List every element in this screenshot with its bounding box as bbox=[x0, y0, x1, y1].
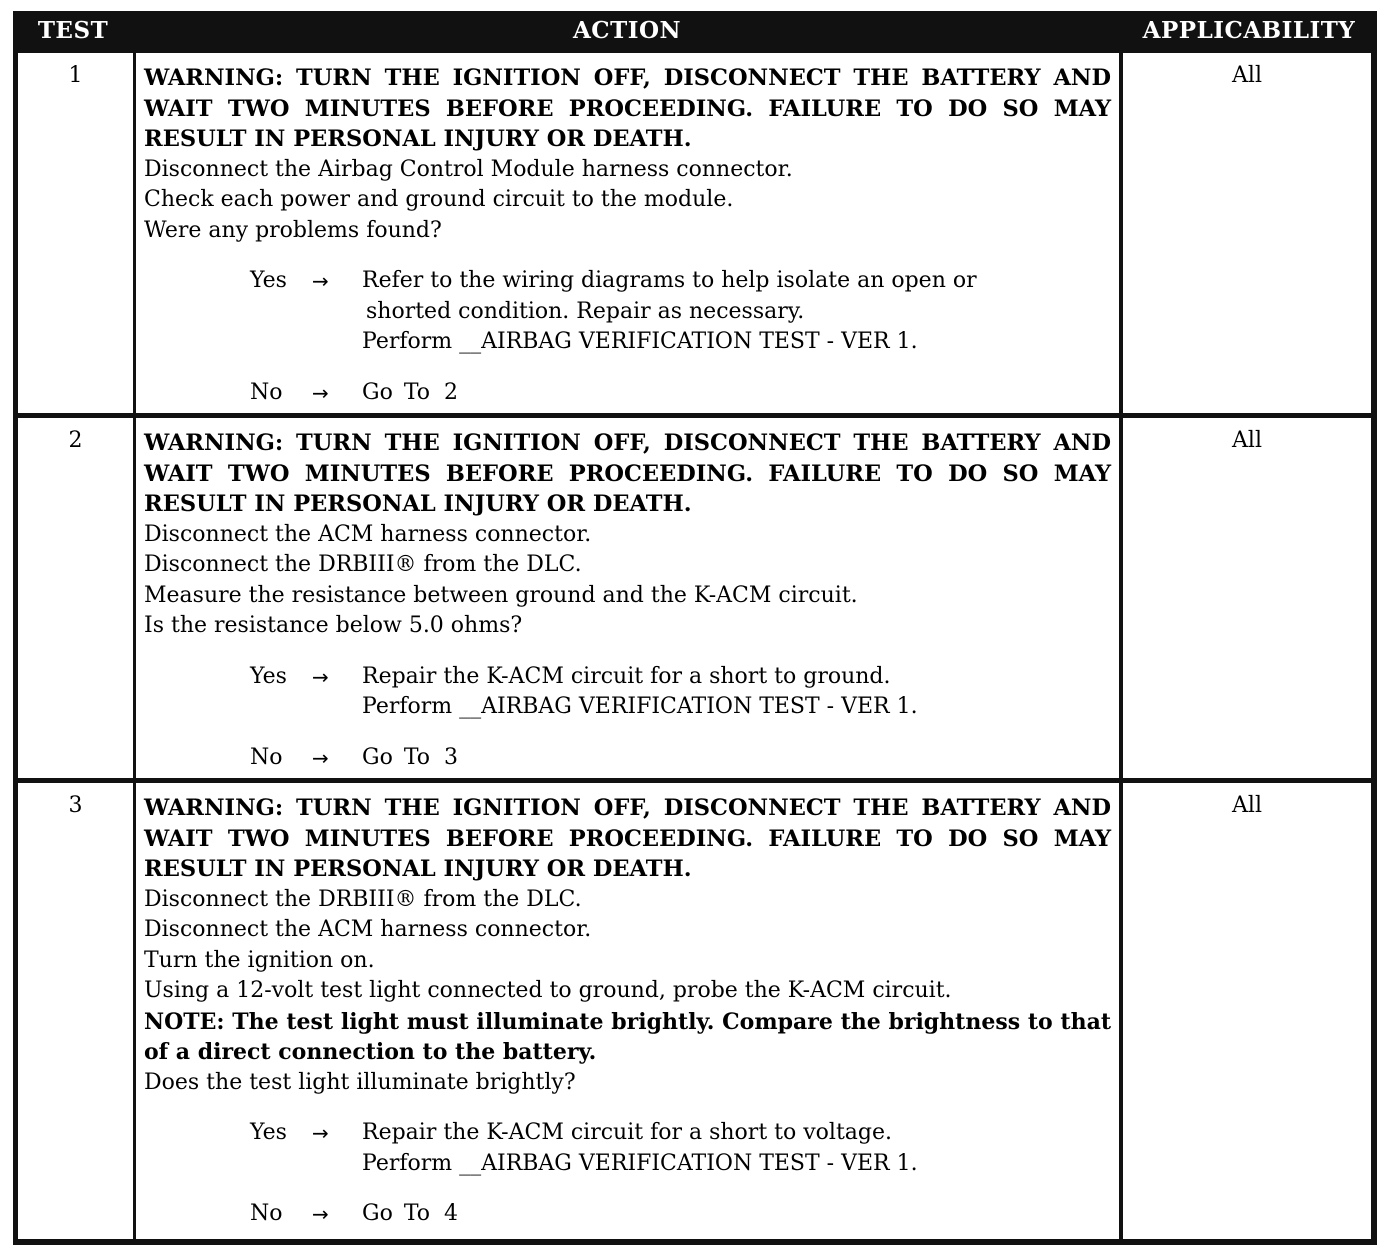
yes-result-line: Repair the K-ACM circuit for a short to voltage. bbox=[362, 1120, 892, 1145]
row-3-action bbox=[136, 783, 1119, 1239]
row-3-test-number bbox=[18, 783, 133, 1239]
note-text: NOTE: The test light must illuminate brightly. Compare the brightness to that of a direct connection to the battery. bbox=[144, 1008, 1111, 1065]
test-number: 3 bbox=[68, 793, 83, 818]
arrow-right-icon: → bbox=[312, 269, 329, 293]
step-text: Disconnect the Airbag Control Module harness connector. bbox=[144, 156, 793, 182]
row-2-test-number bbox=[18, 418, 133, 778]
arrow-right-icon: → bbox=[312, 664, 329, 689]
step-text: Disconnect the DRBIII® from the DLC. bbox=[144, 886, 582, 912]
row-3-applicability bbox=[1123, 783, 1371, 1239]
arrow-right-icon: → bbox=[312, 380, 329, 405]
warning-text: WARNING: TURN THE IGNITION OFF, DISCONNECT THE BATTERY AND WAIT TWO MINUTES BEFORE PROCEEDING. FAILURE TO DO SO MAY RESULT IN PERSONAL INJURY OR DEATH. bbox=[144, 795, 1111, 882]
yes-outcome bbox=[250, 1118, 1111, 1179]
no-label: No bbox=[250, 1201, 283, 1226]
goto-text: Go To bbox=[362, 379, 431, 405]
step-text: Were any problems found? bbox=[144, 217, 442, 243]
step-text: Turn the ignition on. bbox=[144, 947, 375, 973]
step-text: Disconnect the DRBIII® from the DLC. bbox=[144, 552, 582, 577]
arrow-right-icon: → bbox=[312, 745, 329, 770]
header-test: TEST bbox=[37, 17, 109, 44]
yes-outcome bbox=[250, 662, 1111, 723]
warning-text: WARNING: TURN THE IGNITION OFF, DISCONNECT THE BATTERY AND WAIT TWO MINUTES BEFORE PROCEEDING. FAILURE TO DO SO MAY RESULT IN PERSONAL INJURY OR DEATH. bbox=[144, 65, 1111, 152]
test-number: 1 bbox=[68, 63, 83, 88]
yes-label: Yes bbox=[250, 663, 287, 689]
yes-result-line: Refer to the wiring diagrams to help isolate an open or bbox=[362, 268, 977, 293]
yes-result-line: Perform __AIRBAG VERIFICATION TEST - VER 1. bbox=[362, 329, 918, 354]
yes-outcome bbox=[250, 266, 1111, 358]
no-outcome bbox=[250, 743, 1111, 774]
step-text: Check each power and ground circuit to the module. bbox=[144, 187, 734, 212]
test-number: 2 bbox=[68, 428, 83, 453]
no-outcome bbox=[250, 378, 1111, 409]
goto-text: Go To bbox=[362, 1201, 431, 1226]
diagnostic-test-table bbox=[13, 11, 1377, 1245]
goto-text: Go To bbox=[362, 744, 431, 770]
yes-result-line: shorted condition. Repair as necessary. bbox=[366, 298, 805, 324]
applicability-value: All bbox=[1232, 793, 1262, 818]
no-outcome bbox=[250, 1199, 1111, 1230]
row-1-applicability bbox=[1123, 53, 1371, 413]
step-text: Using a 12-volt test light connected to ground, probe the K-ACM circuit. bbox=[144, 978, 952, 1003]
row-2-action bbox=[136, 418, 1119, 778]
row-1-action bbox=[136, 53, 1119, 413]
row-2-applicability bbox=[1123, 418, 1371, 778]
arrow-right-icon: → bbox=[312, 1121, 329, 1145]
no-label: No bbox=[250, 744, 283, 770]
goto-test-link[interactable]: 2 bbox=[444, 379, 459, 405]
yes-result-line: Perform __AIRBAG VERIFICATION TEST - VER 1. bbox=[362, 1150, 918, 1176]
step-text: Measure the resistance between ground and the K-ACM circuit. bbox=[144, 582, 858, 608]
step-text: Disconnect the ACM harness connector. bbox=[144, 917, 592, 942]
question-text: Does the test light illuminate brightly? bbox=[144, 1069, 576, 1095]
applicability-value: All bbox=[1232, 428, 1262, 453]
row-1-test-number bbox=[18, 53, 133, 413]
arrow-right-icon: → bbox=[312, 1202, 329, 1226]
applicability-value: All bbox=[1232, 63, 1262, 88]
header-applicability: APPLICABILITY bbox=[1142, 17, 1356, 44]
no-label: No bbox=[250, 379, 283, 405]
warning-text: WARNING: TURN THE IGNITION OFF, DISCONNECT THE BATTERY AND WAIT TWO MINUTES BEFORE PROCEEDING. FAILURE TO DO SO MAY RESULT IN PERSONAL INJURY OR DEATH. bbox=[144, 430, 1111, 517]
yes-label: Yes bbox=[250, 1120, 287, 1145]
header-action: ACTION bbox=[572, 17, 682, 44]
yes-label: Yes bbox=[250, 268, 287, 293]
goto-test-link[interactable]: 3 bbox=[444, 744, 459, 770]
yes-result-line: Perform __AIRBAG VERIFICATION TEST - VER 1. bbox=[362, 694, 918, 719]
step-text: Is the resistance below 5.0 ohms? bbox=[144, 613, 523, 638]
goto-test-link[interactable]: 4 bbox=[444, 1201, 459, 1226]
step-text: Disconnect the ACM harness connector. bbox=[144, 521, 592, 547]
yes-result-line: Repair the K-ACM circuit for a short to ground. bbox=[362, 663, 891, 689]
